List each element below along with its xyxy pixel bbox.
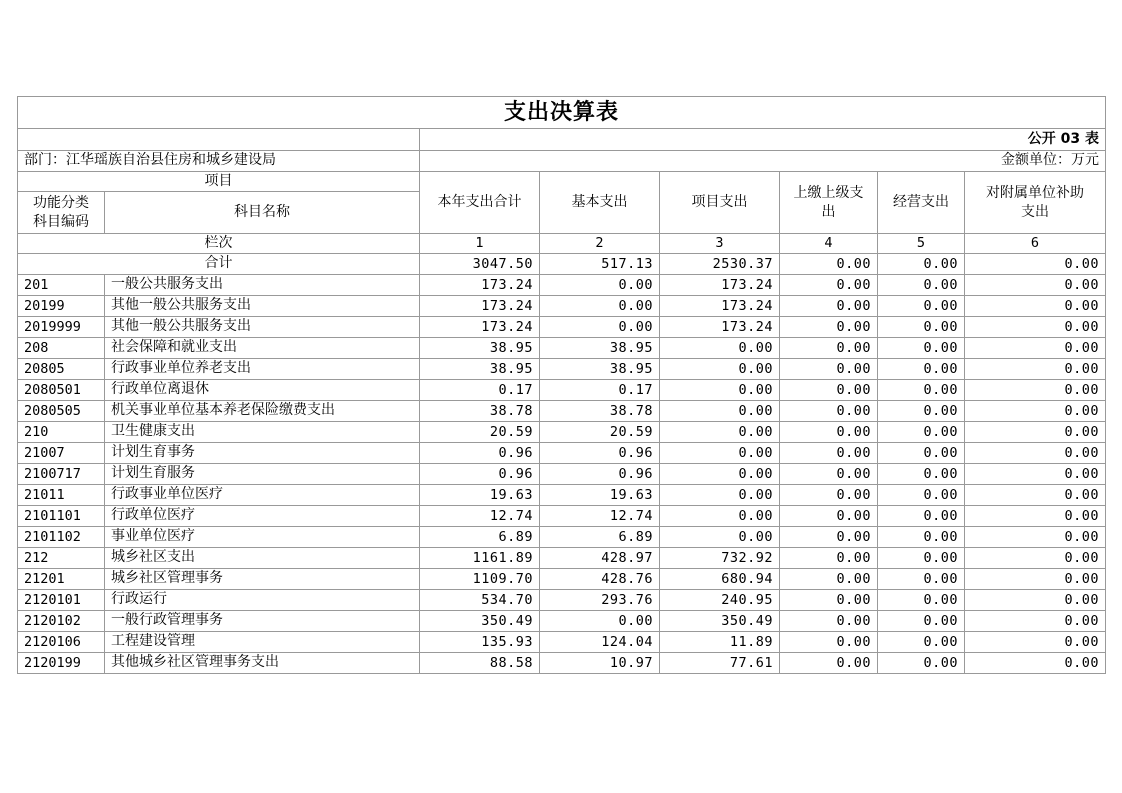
amount-cell: 0.00 (780, 443, 878, 464)
column-index: 1 (420, 234, 540, 254)
sum-value: 2530.37 (660, 254, 780, 275)
amount-cell: 19.63 (420, 485, 540, 506)
amount-cell: 0.00 (780, 422, 878, 443)
sum-value: 3047.50 (420, 254, 540, 275)
amount-cell: 0.00 (965, 569, 1106, 590)
amount-cell: 6.89 (420, 527, 540, 548)
amount-cell: 0.00 (878, 275, 965, 296)
subject-code: 210 (18, 422, 105, 443)
amount-cell: 0.00 (660, 380, 780, 401)
amount-cell: 0.00 (540, 317, 660, 338)
amount-cell: 173.24 (660, 317, 780, 338)
subject-code: 20805 (18, 359, 105, 380)
subject-name: 其他一般公共服务支出 (105, 296, 420, 317)
amount-cell: 0.00 (965, 548, 1106, 569)
sum-label: 合计 (18, 254, 420, 275)
subject-code: 212 (18, 548, 105, 569)
amount-unit: 金额单位：万元 (420, 151, 1106, 172)
amount-cell: 680.94 (660, 569, 780, 590)
amount-cell: 0.00 (965, 464, 1106, 485)
amount-cell: 0.00 (878, 632, 965, 653)
amount-cell: 0.00 (660, 527, 780, 548)
subject-name: 其他城乡社区管理事务支出 (105, 653, 420, 674)
amount-cell: 0.00 (965, 296, 1106, 317)
header-name: 科目名称 (105, 192, 420, 234)
amount-cell: 11.89 (660, 632, 780, 653)
amount-cell: 0.17 (420, 380, 540, 401)
amount-cell: 0.00 (780, 611, 878, 632)
subject-code: 2100717 (18, 464, 105, 485)
amount-cell: 173.24 (660, 296, 780, 317)
amount-cell: 173.24 (420, 317, 540, 338)
amount-cell: 173.24 (420, 275, 540, 296)
amount-cell: 0.00 (660, 506, 780, 527)
subject-name: 事业单位医疗 (105, 527, 420, 548)
subject-code: 2019999 (18, 317, 105, 338)
amount-cell: 0.00 (660, 485, 780, 506)
subject-code: 2120102 (18, 611, 105, 632)
amount-cell: 38.95 (540, 338, 660, 359)
amount-cell: 0.00 (965, 422, 1106, 443)
table-row (18, 611, 1106, 632)
amount-cell: 0.00 (965, 653, 1106, 674)
amount-cell: 428.76 (540, 569, 660, 590)
subject-code: 2120101 (18, 590, 105, 611)
amount-cell: 0.17 (540, 380, 660, 401)
subject-name: 行政事业单位养老支出 (105, 359, 420, 380)
table-row (18, 275, 1106, 296)
amount-cell: 0.00 (965, 443, 1106, 464)
amount-cell: 0.00 (965, 590, 1106, 611)
header-total: 本年支出合计 (420, 172, 540, 234)
subject-name: 一般公共服务支出 (105, 275, 420, 296)
amount-cell: 0.00 (660, 359, 780, 380)
amount-cell: 240.95 (660, 590, 780, 611)
amount-cell: 0.00 (878, 590, 965, 611)
table-row (18, 464, 1106, 485)
amount-cell: 0.00 (660, 401, 780, 422)
amount-cell: 0.00 (965, 506, 1106, 527)
subject-name: 工程建设管理 (105, 632, 420, 653)
amount-cell: 0.00 (878, 611, 965, 632)
subject-name: 行政单位医疗 (105, 506, 420, 527)
amount-cell: 135.93 (420, 632, 540, 653)
amount-cell: 350.49 (660, 611, 780, 632)
table-row (18, 485, 1106, 506)
amount-cell: 0.00 (780, 527, 878, 548)
sum-value: 0.00 (965, 254, 1106, 275)
amount-cell: 0.00 (878, 653, 965, 674)
table-row (18, 527, 1106, 548)
amount-cell: 0.00 (878, 380, 965, 401)
amount-cell: 0.00 (780, 359, 878, 380)
amount-cell: 0.00 (780, 548, 878, 569)
table-row (18, 506, 1106, 527)
sum-value: 0.00 (878, 254, 965, 275)
header-code: 功能分类 科目编码 (18, 192, 105, 234)
table-row (18, 317, 1106, 338)
expenditure-sheet (17, 96, 1106, 674)
amount-cell: 88.58 (420, 653, 540, 674)
subject-name: 计划生育服务 (105, 464, 420, 485)
amount-cell: 0.00 (660, 443, 780, 464)
table-row (18, 422, 1106, 443)
amount-cell: 0.00 (878, 443, 965, 464)
amount-cell: 0.00 (965, 380, 1106, 401)
table-row (18, 569, 1106, 590)
amount-cell: 173.24 (420, 296, 540, 317)
subject-code: 208 (18, 338, 105, 359)
amount-cell: 293.76 (540, 590, 660, 611)
amount-cell: 0.96 (420, 443, 540, 464)
subject-code: 21011 (18, 485, 105, 506)
subject-code: 2120106 (18, 632, 105, 653)
amount-cell: 0.96 (420, 464, 540, 485)
amount-cell: 0.00 (878, 548, 965, 569)
sum-value: 517.13 (540, 254, 660, 275)
subject-code: 2080501 (18, 380, 105, 401)
amount-cell: 0.00 (540, 611, 660, 632)
amount-cell: 19.63 (540, 485, 660, 506)
amount-cell: 0.00 (965, 317, 1106, 338)
amount-cell: 350.49 (420, 611, 540, 632)
amount-cell: 0.00 (965, 338, 1106, 359)
blank-cell (18, 129, 420, 151)
amount-cell: 0.00 (780, 569, 878, 590)
table-row (18, 338, 1106, 359)
subject-name: 行政事业单位医疗 (105, 485, 420, 506)
table-row (18, 296, 1106, 317)
subject-name: 其他一般公共服务支出 (105, 317, 420, 338)
amount-cell: 0.00 (965, 632, 1106, 653)
amount-cell: 0.00 (965, 485, 1106, 506)
subject-code: 21201 (18, 569, 105, 590)
column-index: 3 (660, 234, 780, 254)
amount-cell: 0.00 (878, 317, 965, 338)
subject-code: 201 (18, 275, 105, 296)
subject-code: 2101102 (18, 527, 105, 548)
amount-cell: 1109.70 (420, 569, 540, 590)
amount-cell: 0.96 (540, 443, 660, 464)
subject-name: 城乡社区支出 (105, 548, 420, 569)
subject-name: 一般行政管理事务 (105, 611, 420, 632)
amount-cell: 0.00 (780, 653, 878, 674)
amount-cell: 1161.89 (420, 548, 540, 569)
amount-cell: 534.70 (420, 590, 540, 611)
amount-cell: 0.00 (878, 464, 965, 485)
table-title: 支出决算表 (18, 97, 1106, 129)
amount-cell: 0.00 (878, 527, 965, 548)
table-row (18, 359, 1106, 380)
amount-cell: 12.74 (540, 506, 660, 527)
amount-cell: 77.61 (660, 653, 780, 674)
header-item: 项目 (18, 172, 420, 192)
amount-cell: 0.00 (780, 380, 878, 401)
amount-cell: 0.00 (660, 464, 780, 485)
table-row (18, 401, 1106, 422)
subject-name: 社会保障和就业支出 (105, 338, 420, 359)
amount-cell: 0.96 (540, 464, 660, 485)
amount-cell: 732.92 (660, 548, 780, 569)
amount-cell: 124.04 (540, 632, 660, 653)
amount-cell: 0.00 (780, 317, 878, 338)
column-index: 5 (878, 234, 965, 254)
subject-name: 计划生育事务 (105, 443, 420, 464)
amount-cell: 0.00 (780, 275, 878, 296)
amount-cell: 428.97 (540, 548, 660, 569)
amount-cell: 0.00 (878, 359, 965, 380)
amount-cell: 0.00 (780, 632, 878, 653)
amount-cell: 0.00 (878, 401, 965, 422)
header-upper: 上缴上级支 出 (780, 172, 878, 234)
header-basic: 基本支出 (540, 172, 660, 234)
header-operating: 经营支出 (878, 172, 965, 234)
amount-cell: 6.89 (540, 527, 660, 548)
form-number: 公开 03 表 (420, 129, 1106, 151)
subject-name: 行政运行 (105, 590, 420, 611)
table-row (18, 380, 1106, 401)
column-index: 2 (540, 234, 660, 254)
expenditure-table (17, 96, 1106, 674)
department-label: 部门：江华瑶族自治县住房和城乡建设局 (18, 151, 420, 172)
amount-cell: 0.00 (965, 275, 1106, 296)
amount-cell: 38.78 (540, 401, 660, 422)
amount-cell: 38.95 (420, 359, 540, 380)
amount-cell: 0.00 (965, 401, 1106, 422)
column-index: 4 (780, 234, 878, 254)
amount-cell: 0.00 (878, 422, 965, 443)
table-row (18, 548, 1106, 569)
subject-code: 2101101 (18, 506, 105, 527)
subject-code: 21007 (18, 443, 105, 464)
amount-cell: 0.00 (780, 401, 878, 422)
subject-name: 机关事业单位基本养老保险缴费支出 (105, 401, 420, 422)
subject-code: 2080505 (18, 401, 105, 422)
amount-cell: 20.59 (420, 422, 540, 443)
amount-cell: 0.00 (540, 275, 660, 296)
table-row (18, 443, 1106, 464)
header-subsidy: 对附属单位补助 支出 (965, 172, 1106, 234)
subject-name: 卫生健康支出 (105, 422, 420, 443)
amount-cell: 0.00 (540, 296, 660, 317)
amount-cell: 38.95 (540, 359, 660, 380)
subject-name: 城乡社区管理事务 (105, 569, 420, 590)
amount-cell: 0.00 (878, 485, 965, 506)
amount-cell: 20.59 (540, 422, 660, 443)
amount-cell: 0.00 (780, 590, 878, 611)
amount-cell: 0.00 (780, 464, 878, 485)
amount-cell: 0.00 (660, 338, 780, 359)
subject-code: 2120199 (18, 653, 105, 674)
amount-cell: 10.97 (540, 653, 660, 674)
table-row (18, 590, 1106, 611)
amount-cell: 0.00 (965, 611, 1106, 632)
amount-cell: 0.00 (780, 485, 878, 506)
amount-cell: 173.24 (660, 275, 780, 296)
amount-cell: 0.00 (878, 338, 965, 359)
amount-cell: 0.00 (965, 359, 1106, 380)
amount-cell: 0.00 (878, 569, 965, 590)
row-label-header: 栏次 (18, 234, 420, 254)
amount-cell: 0.00 (965, 527, 1106, 548)
subject-code: 20199 (18, 296, 105, 317)
amount-cell: 0.00 (780, 296, 878, 317)
amount-cell: 0.00 (780, 506, 878, 527)
table-row (18, 632, 1106, 653)
amount-cell: 0.00 (780, 338, 878, 359)
amount-cell: 0.00 (878, 506, 965, 527)
amount-cell: 0.00 (660, 422, 780, 443)
amount-cell: 38.78 (420, 401, 540, 422)
subject-name: 行政单位离退休 (105, 380, 420, 401)
amount-cell: 0.00 (878, 296, 965, 317)
amount-cell: 38.95 (420, 338, 540, 359)
header-project: 项目支出 (660, 172, 780, 234)
sum-value: 0.00 (780, 254, 878, 275)
amount-cell: 12.74 (420, 506, 540, 527)
table-row (18, 653, 1106, 674)
column-index: 6 (965, 234, 1106, 254)
